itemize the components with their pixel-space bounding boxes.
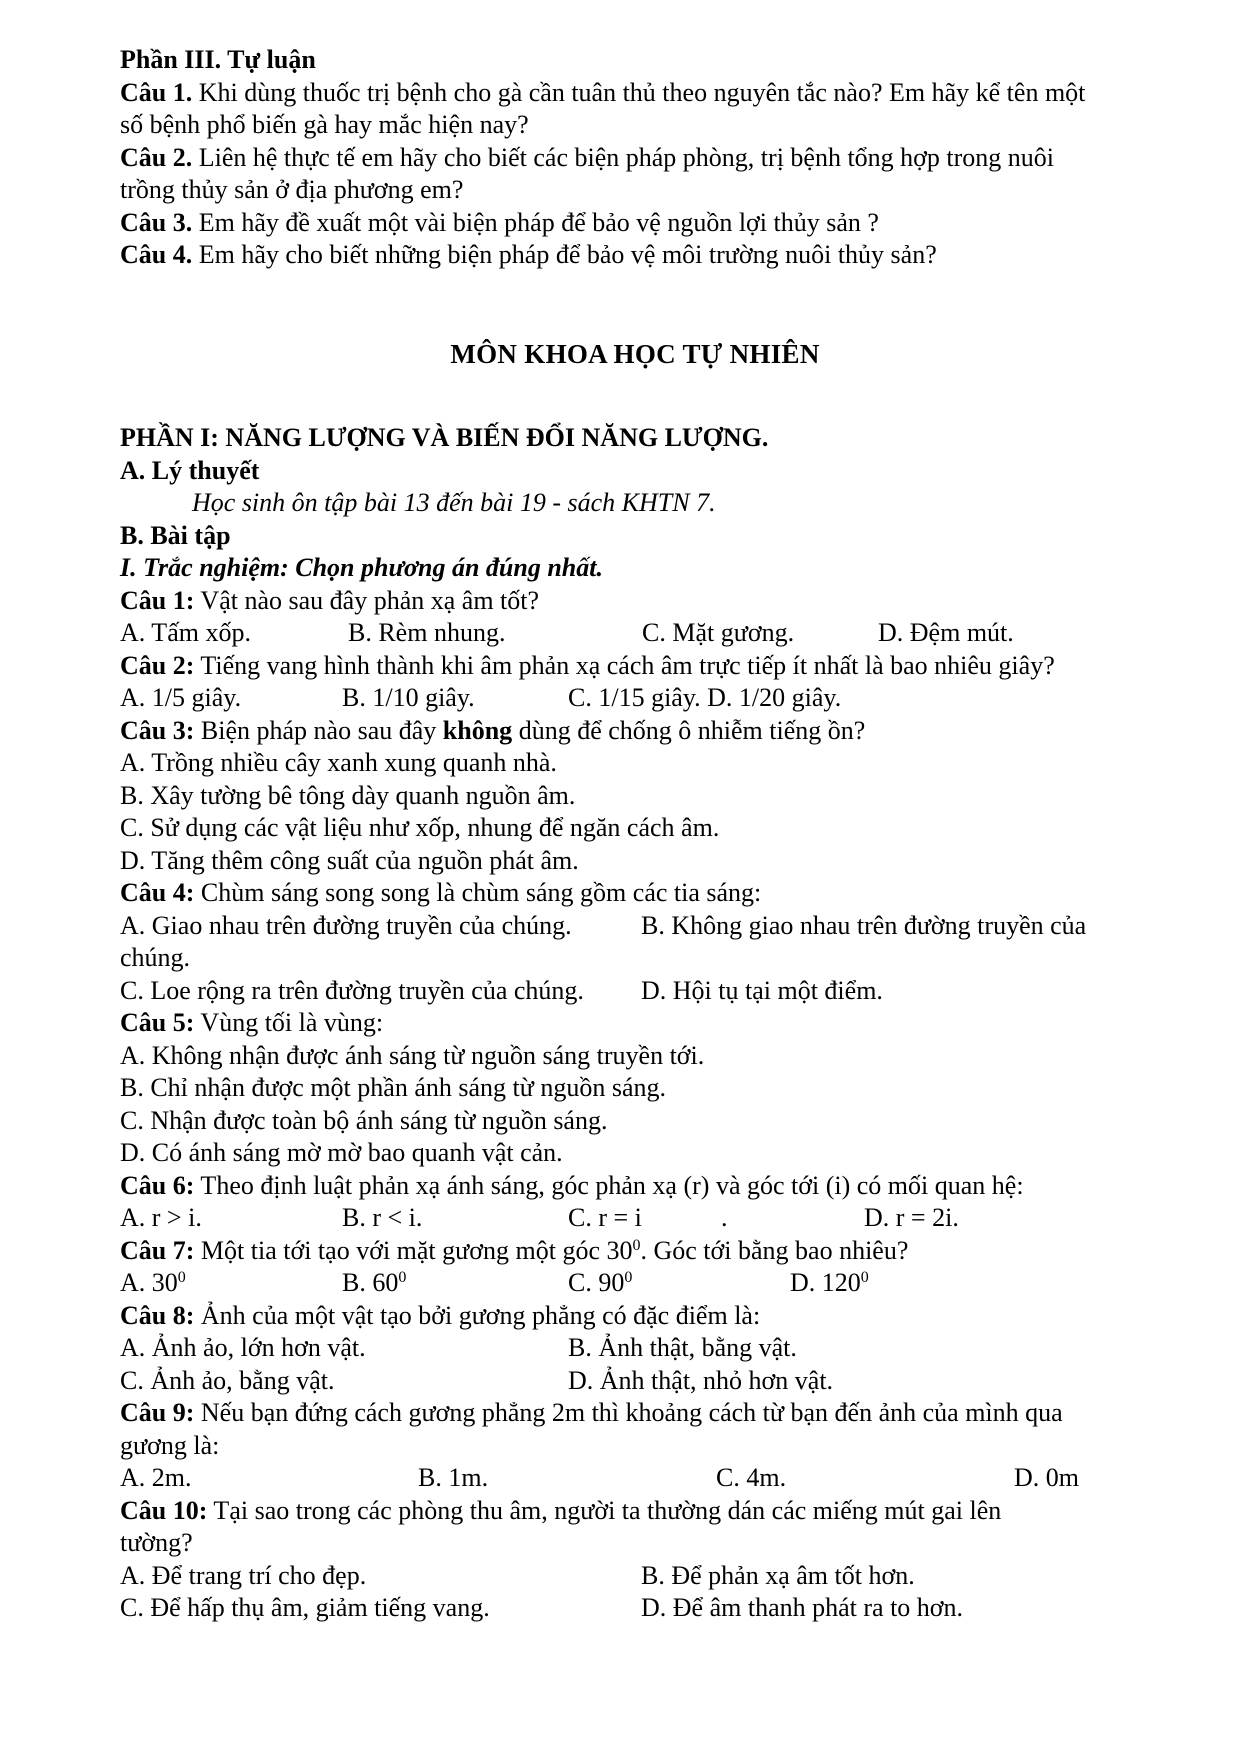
option-c: C. Nhận được toàn bộ ánh sáng từ nguồn sáng. xyxy=(120,1105,608,1135)
option-a: A. Trồng nhiều cây xanh xung quanh nhà. xyxy=(120,748,557,777)
mc-question-7: Câu 7: Một tia tới tạo với mặt gương một góc $30^0$. Góc tới bằng bao nhiêu? xyxy=(120,1235,909,1265)
option-c: C. Sử dụng các vật liệu như xốp, nhung để ngăn cách âm. xyxy=(120,813,720,842)
option-c: C. r = i xyxy=(568,1203,642,1232)
option-a: A. 1/5 giây. xyxy=(120,683,242,712)
essay-question-4: Câu 4. Em hãy cho biết những biện pháp để bảo vệ môi trường nuôi thủy sản? xyxy=(120,240,937,269)
essay-question-1-cont: số bệnh phổ biến gà hay mắc hiện nay? xyxy=(120,110,529,139)
option-cd: C. 1/15 giây. D. 1/20 giây. xyxy=(568,683,842,712)
theory-heading: A. Lý thuyết xyxy=(120,455,260,485)
mc-question-6-options xyxy=(120,1202,1160,1235)
option-c: C. 4m. xyxy=(716,1463,787,1492)
option-c: C. Để hấp thụ âm, giảm tiếng vang. xyxy=(120,1593,490,1622)
mc-question-9-options xyxy=(120,1462,1160,1495)
option-d: D. r = 2i. xyxy=(864,1203,959,1232)
mc-question-9-cont: gương là: xyxy=(120,1430,220,1460)
option-d: D. $120^0$ xyxy=(790,1268,869,1297)
multiple-choice-heading: I. Trắc nghiệm: Chọn phương án đúng nhất. xyxy=(120,553,603,582)
mc-question-4-options-cd xyxy=(120,975,1160,1008)
mc-question-7-options xyxy=(120,1267,1160,1300)
mc-question-4: Câu 4: Chùm sáng song song là chùm sáng gồm các tia sáng: xyxy=(120,878,762,907)
mc-question-3: Câu 3: Biện pháp nào sau đây không dùng để chống ô nhiễm tiếng ồn? xyxy=(120,715,866,745)
subject-title: MÔN KHOA HỌC TỰ NHIÊN xyxy=(450,338,820,369)
option-b: B. 1m. xyxy=(418,1463,489,1492)
option-d: D. Để âm thanh phát ra to hơn. xyxy=(641,1593,964,1622)
option-a: A. Ảnh ảo, lớn hơn vật. xyxy=(120,1333,366,1362)
essay-question-2-cont: trồng thủy sản ở địa phương em? xyxy=(120,175,464,204)
part1-heading: PHẦN I: NĂNG LƯỢNG VÀ BIẾN ĐỔI NĂNG LƯỢNG. xyxy=(120,423,769,452)
exercise-heading: B. Bài tập xyxy=(120,520,231,550)
mc-question-4-options-ab xyxy=(120,910,1160,943)
mc-question-10-cont: tường? xyxy=(120,1528,193,1557)
option-b: B. Rèm nhung. xyxy=(348,618,506,647)
option-a: A. 2m. xyxy=(120,1463,192,1492)
mc-question-10-options-ab xyxy=(120,1560,1160,1593)
mc-question-1-options xyxy=(120,617,1160,650)
essay-question-2: Câu 2. Liên hệ thực tế em hãy cho biết các biện pháp phòng, trị bệnh tổng hợp trong nuôi xyxy=(120,142,1055,172)
mc-question-10: Câu 10: Tại sao trong các phòng thu âm, người ta thường dán các miếng mút gai lên xyxy=(120,1495,1002,1525)
option-b: B. Để phản xạ âm tốt hơn. xyxy=(641,1560,915,1590)
mc-question-10-options-cd xyxy=(120,1592,1160,1625)
option-b: B. $60^0$ xyxy=(342,1268,407,1297)
option-a: A. Giao nhau trên đường truyền của chúng. xyxy=(120,910,572,940)
mc-question-8: Câu 8: Ảnh của một vật tạo bởi gương phẳng có đặc điểm là: xyxy=(120,1300,761,1330)
document-page xyxy=(120,44,1160,1625)
mc-question-8-options-cd xyxy=(120,1365,1160,1398)
essay-question-1: Câu 1. Khi dùng thuốc trị bệnh cho gà cần tuân thủ theo nguyên tắc nào? Em hãy kể tên một xyxy=(120,77,1086,107)
option-b: B. Xây tường bê tông dày quanh nguồn âm. xyxy=(120,780,576,810)
mc-question-8-options-ab xyxy=(120,1332,1160,1365)
option-a: A. $30^0$ xyxy=(120,1268,186,1297)
option-c: C. Loe rộng ra trên đường truyền của chúng. xyxy=(120,975,584,1005)
essay-question-3: Câu 3. Em hãy đề xuất một vài biện pháp để bảo vệ nguồn lợi thủy sản ? xyxy=(120,207,879,237)
option-c: C. $90^0$ xyxy=(568,1268,633,1297)
mc-question-2-options xyxy=(120,682,1160,715)
option-b: B. r < i. xyxy=(342,1203,423,1232)
mc-question-2: Câu 2: Tiếng vang hình thành khi âm phản xạ cách âm trực tiếp ít nhất là bao nhiêu giây? xyxy=(120,650,1055,680)
option-a: A. r > i. xyxy=(120,1203,202,1232)
option-d: D. Tăng thêm công suất của nguồn phát âm. xyxy=(120,845,579,875)
option-b: B. 1/10 giây. xyxy=(342,683,475,712)
option-b: B. Ảnh thật, bằng vật. xyxy=(568,1333,797,1362)
option-b: B. Chỉ nhận được một phần ánh sáng từ nguồn sáng. xyxy=(120,1073,666,1102)
option-d: D. Có ánh sáng mờ mờ bao quanh vật cản. xyxy=(120,1138,563,1167)
option-d: D. Đệm mút. xyxy=(878,618,1014,647)
option-a: A. Tấm xốp. xyxy=(120,618,251,647)
mc-question-1: Câu 1: Vật nào sau đây phản xạ âm tốt? xyxy=(120,585,540,615)
mc-question-6: Câu 6: Theo định luật phản xạ ánh sáng, góc phản xạ (r) và góc tới (i) có mối quan hệ: xyxy=(120,1170,1024,1200)
mc-question-9: Câu 9: Nếu bạn đứng cách gương phẳng 2m thì khoảng cách từ bạn đến ảnh của mình qua xyxy=(120,1398,1063,1427)
option-d: D. Hội tụ tại một điểm. xyxy=(641,975,883,1005)
option-d: D. Ảnh thật, nhỏ hơn vật. xyxy=(568,1365,834,1395)
option-b: B. Không giao nhau trên đường truyền của xyxy=(641,910,1087,940)
part3-heading: Phần III. Tự luận xyxy=(120,45,316,74)
mc-question-5: Câu 5: Vùng tối là vùng: xyxy=(120,1008,384,1037)
theory-text: Học sinh ôn tập bài 13 đến bài 19 - sách KHTN 7. xyxy=(192,488,716,517)
option-d: D. 0m xyxy=(1014,1463,1079,1492)
option-c: C. Mặt gương. xyxy=(642,618,795,647)
option-a: A. Không nhận được ánh sáng từ nguồn sáng truyền tới. xyxy=(120,1040,705,1070)
option-a: A. Để trang trí cho đẹp. xyxy=(120,1560,367,1590)
option-c: C. Ảnh ảo, bằng vật. xyxy=(120,1365,335,1395)
stray-dot: . xyxy=(721,1203,728,1232)
option-b-cont: chúng. xyxy=(120,943,191,972)
